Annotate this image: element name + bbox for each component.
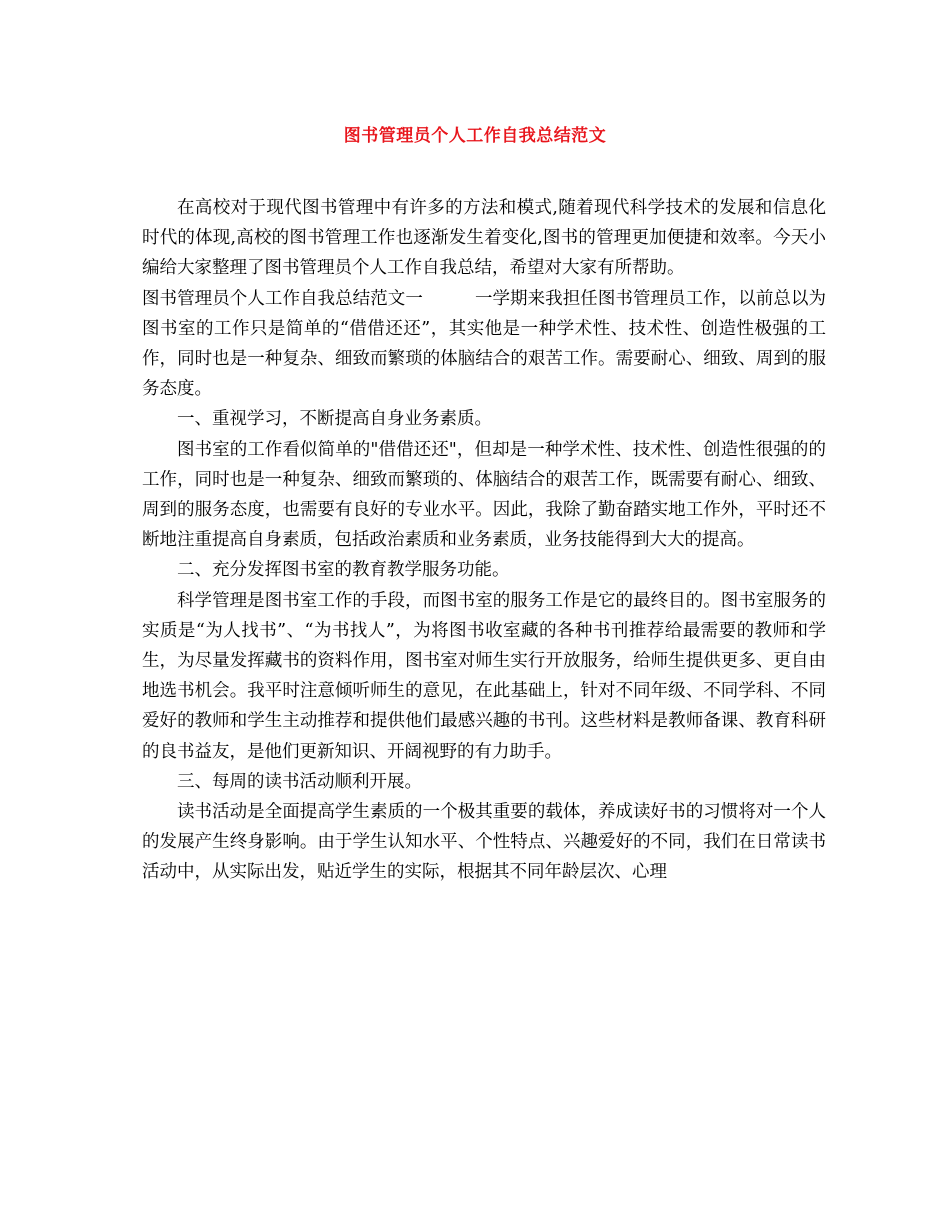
heading-service: 二、充分发挥图书室的教育教学服务功能。 (177, 560, 510, 581)
document-body (142, 193, 826, 888)
paragraph-study: 图书室的工作看似简单的"借借还还"，但却是一种学术性、技术性、创造性很强的的工作，同时也是一种复杂、细致而繁琐的、体脑结合的艰苦工作，既需要有耐心、细致、周到的服务态度，也需要有良好的专业水平。因此，我除了勤奋踏实地工作外，平时还不断地注重提高自身素质，包括政治素质和业务素质，业务技能得到大大的提高。 (142, 439, 826, 551)
section-text: 一学期来我担任图书管理员工作，以前总以为图书室的工作只是简单的“借借还还”，其实他是一种学术性、技术性、创造性极强的工作，同时也是一种复杂、细致而繁琐的体脑结合的艰苦工作。需要耐心、细致、周到的服务态度。 (142, 288, 827, 400)
section-paragraph (142, 284, 826, 405)
document-title: 图书管理员个人工作自我总结范文 (343, 126, 607, 146)
section-heading: 图书管理员个人工作自我总结范文一 (142, 288, 423, 309)
heading-reading: 三、每周的读书活动顺利开展。 (177, 771, 422, 792)
heading-study: 一、重视学习，不断提高自身业务素质。 (177, 409, 492, 430)
intro-paragraph: 在高校对于现代图书管理中有许多的方法和模式,随着现代科学技术的发展和信息化时代的体现,高校的图书管理工作也逐渐发生着变化,图书的管理更加便捷和效率。今天小编给大家整理了图书管理员个人工作自我总结，希望对大家有所帮助。 (142, 198, 826, 279)
paragraph-service: 科学管理是图书室工作的手段，而图书室的服务工作是它的最终目的。图书室服务的实质是“为人找书”、“为书找人”，为将图书收室藏的各种书刊推荐给最需要的教师和学生，为尽量发挥藏书的资料作用，图书室对师生实行开放服务，给师生提供更多、更自由地选书机会。我平时注意倾听师生的意见，在此基础上，针对不同年级、不同学科、不同爱好的教师和学生主动推荐和提供他们最感兴趣的书刊。这些材料是教师备课、教育科研的良书益友，是他们更新知识、开阔视野的有力助手。 (142, 590, 826, 762)
paragraph-reading: 读书活动是全面提高学生素质的一个极其重要的载体，养成读好书的习惯将对一个人的发展产生终身影响。由于学生认知水平、个性特点、兴趣爱好的不同，我们在日常读书活动中，从实际出发，贴近学生的实际，根据其不同年龄层次、心理 (142, 802, 826, 883)
